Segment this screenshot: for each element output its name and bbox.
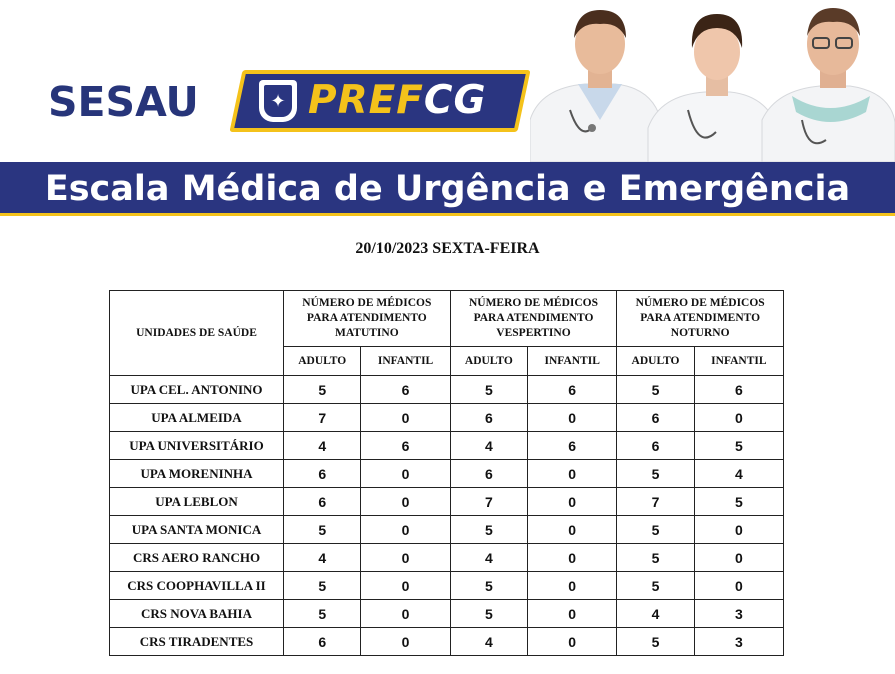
table-row: [110, 404, 784, 432]
page-title: Escala Médica de Urgência e Emergência: [44, 169, 851, 209]
period-header-noturno: [617, 291, 784, 347]
unit-name: UPA UNIVERSITÁRIO: [110, 432, 284, 460]
period-header-line: NÚMERO DE MÉDICOS: [468, 297, 599, 309]
value-cell: 6: [361, 432, 450, 460]
table-row: [110, 516, 784, 544]
sub-header-adulto: ADULTO: [617, 347, 694, 376]
value-cell: 6: [528, 376, 617, 404]
value-cell: 5: [694, 488, 783, 516]
doctors-illustration: [530, 0, 895, 162]
value-cell: 5: [450, 516, 527, 544]
value-cell: 0: [528, 628, 617, 656]
value-cell: 5: [284, 572, 361, 600]
table-row: [110, 376, 784, 404]
table-row: [110, 572, 784, 600]
value-cell: 5: [450, 376, 527, 404]
value-cell: 0: [361, 516, 450, 544]
sub-header-adulto: ADULTO: [450, 347, 527, 376]
unit-name: UPA ALMEIDA: [110, 404, 284, 432]
period-header-line: NÚMERO DE MÉDICOS: [302, 297, 432, 309]
prefcg-logo-cg: CG: [423, 78, 487, 123]
value-cell: 0: [694, 404, 783, 432]
table-row: [110, 432, 784, 460]
value-cell: 6: [284, 488, 361, 516]
units-header: UNIDADES DE SAÚDE: [110, 291, 284, 376]
sub-header-infantil: INFANTIL: [528, 347, 617, 376]
value-cell: 0: [528, 600, 617, 628]
value-cell: 0: [528, 544, 617, 572]
value-cell: 5: [284, 376, 361, 404]
table-row: [110, 600, 784, 628]
value-cell: 6: [284, 460, 361, 488]
value-cell: 0: [528, 460, 617, 488]
unit-name: CRS AERO RANCHO: [110, 544, 284, 572]
period-header-matutino: [284, 291, 451, 347]
value-cell: 5: [617, 460, 694, 488]
value-cell: 0: [528, 516, 617, 544]
value-cell: 5: [450, 600, 527, 628]
value-cell: 0: [528, 404, 617, 432]
sesau-logo: SESAU: [48, 78, 199, 126]
value-cell: 0: [528, 572, 617, 600]
doctors-photo: [530, 0, 895, 162]
schedule-table: [109, 290, 784, 656]
value-cell: 0: [528, 488, 617, 516]
value-cell: 3: [694, 600, 783, 628]
table-row: [110, 488, 784, 516]
table-row: [110, 628, 784, 656]
value-cell: 4: [284, 544, 361, 572]
value-cell: 0: [361, 460, 450, 488]
value-cell: 7: [450, 488, 527, 516]
value-cell: 4: [694, 460, 783, 488]
table-row: [110, 460, 784, 488]
prefcg-logo-text: [308, 78, 487, 123]
value-cell: 5: [450, 572, 527, 600]
value-cell: 0: [694, 572, 783, 600]
value-cell: 0: [361, 404, 450, 432]
unit-name: UPA LEBLON: [110, 488, 284, 516]
unit-name: UPA SANTA MONICA: [110, 516, 284, 544]
value-cell: 0: [361, 488, 450, 516]
value-cell: 0: [694, 516, 783, 544]
value-cell: 6: [617, 432, 694, 460]
value-cell: 6: [694, 376, 783, 404]
unit-name: CRS NOVA BAHIA: [110, 600, 284, 628]
sub-header-infantil: INFANTIL: [694, 347, 783, 376]
period-header-line: VESPERTINO: [496, 327, 571, 339]
value-cell: 0: [694, 544, 783, 572]
value-cell: 5: [617, 516, 694, 544]
unit-name: UPA MORENINHA: [110, 460, 284, 488]
schedule-date: 20/10/2023 SEXTA-FEIRA: [355, 240, 540, 257]
prefcg-logo-pref: PREF: [308, 78, 424, 123]
period-header-line: PARA ATENDIMENTO: [473, 312, 594, 324]
period-header-line: PARA ATENDIMENTO: [306, 312, 427, 324]
value-cell: 0: [361, 544, 450, 572]
value-cell: 5: [694, 432, 783, 460]
value-cell: 5: [617, 376, 694, 404]
sub-header-infantil: INFANTIL: [361, 347, 450, 376]
value-cell: 6: [361, 376, 450, 404]
table-row: [110, 544, 784, 572]
value-cell: 6: [617, 404, 694, 432]
value-cell: 6: [450, 460, 527, 488]
period-header-line: MATUTINO: [334, 327, 399, 339]
value-cell: 5: [284, 516, 361, 544]
value-cell: 3: [694, 628, 783, 656]
period-header-line: NOTURNO: [670, 327, 730, 339]
value-cell: 0: [361, 628, 450, 656]
period-header-line: PARA ATENDIMENTO: [640, 312, 761, 324]
unit-name: CRS TIRADENTES: [110, 628, 284, 656]
value-cell: 6: [450, 404, 527, 432]
period-header-line: NÚMERO DE MÉDICOS: [635, 297, 765, 309]
value-cell: 4: [450, 544, 527, 572]
city-seal-icon: ✦: [259, 80, 297, 122]
value-cell: 5: [617, 544, 694, 572]
value-cell: 0: [361, 600, 450, 628]
sub-header-adulto: ADULTO: [284, 347, 361, 376]
value-cell: 6: [284, 628, 361, 656]
value-cell: 7: [617, 488, 694, 516]
unit-name: CRS COOPHAVILLA II: [110, 572, 284, 600]
value-cell: 4: [617, 600, 694, 628]
value-cell: 6: [528, 432, 617, 460]
value-cell: 0: [361, 572, 450, 600]
value-cell: 7: [284, 404, 361, 432]
value-cell: 4: [284, 432, 361, 460]
value-cell: 5: [284, 600, 361, 628]
value-cell: 4: [450, 628, 527, 656]
value-cell: 4: [450, 432, 527, 460]
value-cell: 5: [617, 572, 694, 600]
unit-name: UPA CEL. ANTONINO: [110, 376, 284, 404]
value-cell: 5: [617, 628, 694, 656]
period-header-vespertino: [450, 291, 617, 347]
